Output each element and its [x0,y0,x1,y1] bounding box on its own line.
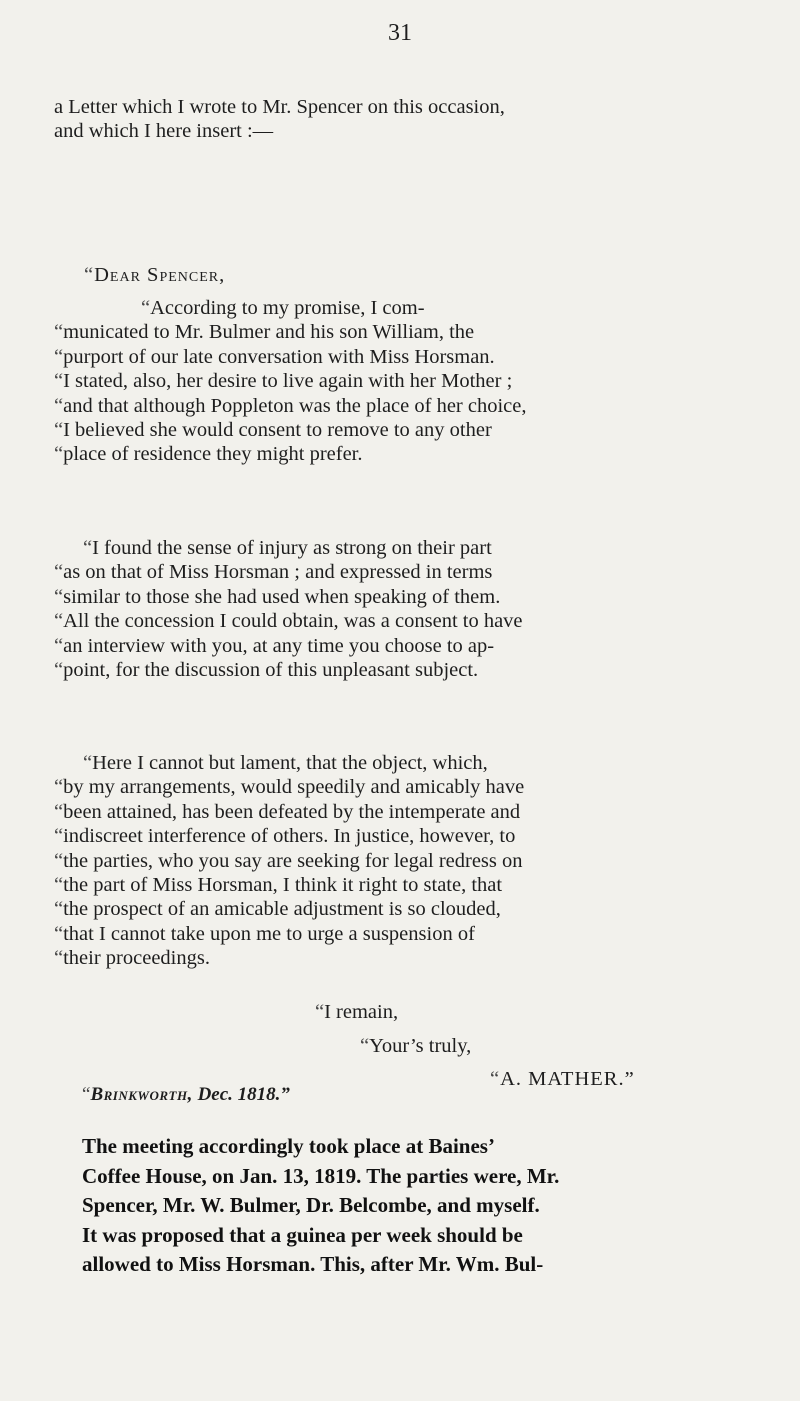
letter-line-text: similar to those she had used when speaking of them. [63,585,501,608]
letter-line-text: place of residence they might prefer. [63,443,363,466]
quote-mark: “ [54,394,64,417]
page-number: 31 [388,20,412,46]
quote-mark: “ [54,610,64,633]
dateline-month: Dec. 1818.” [197,1084,290,1105]
letter-line [54,775,754,799]
letter-line [54,585,754,609]
quote-mark: “ [54,947,64,970]
quote-mark: “ [141,297,151,319]
closing-line: allowed to Miss Horsman. This, after Mr. Wm. Bul- [82,1252,544,1276]
quote-mark: “ [54,658,64,681]
closing-line: Spencer, Mr. W. Bulmer, Dr. Belcombe, and myself. [82,1193,540,1217]
letter-line [54,345,754,369]
letter-line [54,751,754,775]
letter-yours-truly [360,1035,471,1058]
letter-line [54,824,754,848]
letter-line-text: an interview with you, at any time you choose to ap- [63,634,495,657]
quote-mark: “ [54,849,64,872]
signature-text: A. MATHER.” [500,1068,635,1090]
quote-mark: “ [54,922,64,945]
quote-mark: “ [54,561,64,584]
quote-mark: “ [54,825,64,848]
letter-line-text: According to my promise, I com- [150,297,425,319]
quote-mark: “ [360,1035,370,1057]
quote-mark: “ [490,1068,501,1090]
quote-mark: “ [54,800,64,823]
quote-mark: “ [54,370,64,393]
letter-line [54,560,754,584]
salutation-text: Dear Spencer, [94,264,226,286]
quote-mark: “ [54,418,64,441]
intro-line: a Letter which I wrote to Mr. Spencer on this occasion, [54,96,505,118]
letter-line [54,658,754,682]
letter-line [54,634,754,658]
closing-line: The meeting accordingly took place at Baines’ [82,1134,495,1158]
quote-mark: “ [315,1001,325,1023]
letter-line [54,849,754,873]
salutation [84,264,225,287]
letter-line [54,922,754,946]
quote-mark: “ [54,321,64,344]
letter-line [54,897,754,921]
remain-text: I remain, [324,1001,399,1023]
letter-line [54,800,754,824]
quote-mark: “ [54,776,64,799]
quote-mark: “ [83,537,93,559]
letter-line-text: I found the sense of injury as strong on their part [92,537,492,559]
quote-mark: “ [54,898,64,921]
letter-remain [315,1001,398,1024]
letter-line-text: by my arrangements, would speedily and amicably have [63,776,525,799]
quote-mark: “ [54,585,64,608]
letter-signature [490,1068,635,1091]
quote-mark: “ [54,443,64,466]
letter-line-text: point, for the discussion of this unpleasant subject. [63,658,479,681]
letter-line-text: as on that of Miss Horsman ; and expressed in terms [63,561,493,584]
letter-line [54,296,754,320]
yours-text: Your’s truly, [369,1035,472,1057]
letter-line [54,536,754,560]
letter-paragraph-1 [54,296,754,467]
letter-line-text: I stated, also, her desire to live again with her Mother ; [63,370,513,393]
dateline-place: Brinkworth, [90,1084,193,1105]
quote-mark: “ [83,752,93,774]
quote-mark: “ [82,1084,91,1105]
letter-line [54,394,754,418]
letter-line-text: Here I cannot but lament, that the object, which, [92,752,488,774]
letter-line-text: that I cannot take upon me to urge a suspension of [63,922,475,945]
intro-line: and which I here insert :— [54,120,274,143]
quote-mark: “ [54,873,64,896]
letter-line [54,946,754,970]
letter-line-text: municated to Mr. Bulmer and his son William, the [63,321,475,344]
letter-line-text: the part of Miss Horsman, I think it right to state, that [63,873,503,896]
closing-line: It was proposed that a guinea per week should be [82,1222,523,1247]
letter-line-text: been attained, has been defeated by the intemperate and [63,800,521,823]
closing-line: Coffee House, on Jan. 13, 1819. The parties were, Mr. [82,1163,560,1188]
letter-line [54,442,754,466]
letter-line [54,320,754,344]
letter-line-text: I believed she would consent to remove to any other [63,418,492,441]
quote-mark: “ [54,345,64,368]
quote-mark: “ [84,264,95,286]
letter-line-text: All the concession I could obtain, was a consent to have [63,610,523,633]
letter-line [54,418,754,442]
letter-dateline [82,1084,290,1106]
letter-line [54,369,754,393]
letter-line-text: the parties, who you say are seeking for legal redress on [63,849,523,872]
intro-paragraph [54,95,754,144]
letter-line [54,609,754,633]
letter-line-text: and that although Poppleton was the place of her choice, [63,394,527,417]
letter-line [54,873,754,897]
letter-paragraph-3 [54,751,754,971]
letter-line-text: their proceedings. [63,947,210,970]
letter-line-text: purport of our late conversation with Miss Horsman. [63,345,495,368]
quote-mark: “ [54,634,64,657]
letter-paragraph-2 [54,536,754,682]
letter-line-text: the prospect of an amicable adjustment is so clouded, [63,898,501,921]
closing-paragraph [82,1132,772,1280]
letter-line-text: indiscreet interference of others. In justice, however, to [63,825,516,848]
